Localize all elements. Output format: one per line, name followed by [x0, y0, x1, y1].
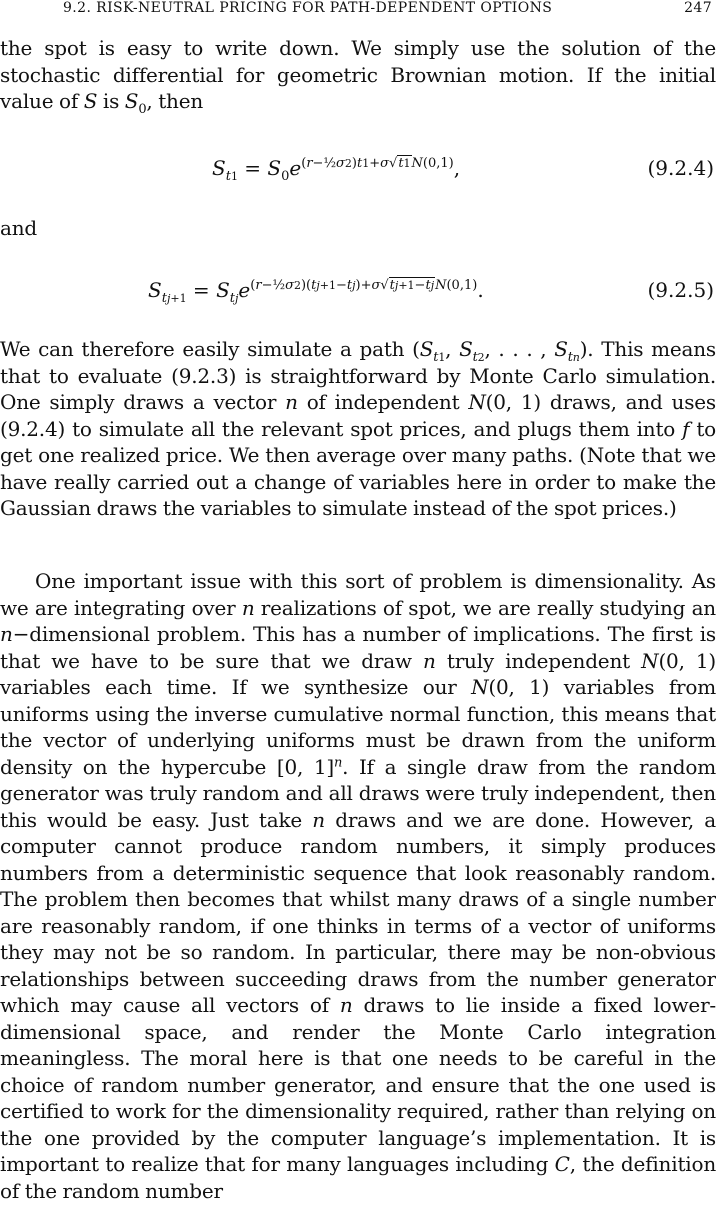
paragraph-4: One important issue with this sort of problem is dimensionality. As we are integrating over n realizations of spot, we are really studying an n−dimensional problem. This has a number of implications. The first is that we have to be sure that we draw n truly independent N(0, 1) variables each time. If we synthesize our N(0, 1) variables from uniforms using the inverse cumulative normal function, this means that the vector of underlying uniforms must be drawn from the uniform density on the hypercube [0, 1]$^n$. If a single draw from the random generator was truly random and all draws were truly independent, then this would be easy. Just take n draws and we are done. However, a computer cannot produce random numbers, it simply produces numbers from a deterministic sequence that look reasonably random. The problem then becomes that whilst many draws of a single number are reasonably random, if one thinks in terms of a vector of uniforms they may not be so random. In particular, there may be non-obvious relationships between succeeding draws from the number generator which may cause all vectors of n draws to lie inside a fixed lower-dimensional space, and render the Monte Carlo integration meaningless. The moral here is that one needs to be careful in the choice of random number generator, and ensure that the one used is certified to work for the dimensionality required, rather than relying on the one provided by the computer language’s implementation. It is important to realize that for many languages including C, the definition of the random number [0, 569, 716, 1203]
equation-9-2-4 [0, 148, 716, 188]
page-number: 247 [684, 0, 712, 16]
paragraph-3: We can therefore easily simulate a path ($S_{t1}$, $S_{t2}$, . . . , $S_{tn}$). This means that to evaluate (9.2.3) is straightforward by Monte Carlo simulation. One simply draws a vector n of independent N(0, 1) draws, and uses (9.2.4) to simulate all the relevant spot prices, and plugs them into f to get one realized price. We then average over many paths. (Note that we have really carried out a change of variables here in order to make the Gaussian draws the variables to simulate instead of the spot prices.) [0, 337, 716, 520]
running-header [0, 0, 716, 22]
equation-9-2-5-formula: $S_{tj+1} = S_{tj}e^{(r-\frac{1}{2}\sigma 2)(tj+1-tj)+\sigma√tj+1-tjN(0,1)}$. [148, 278, 484, 306]
running-title: 9.2. RISK-NEUTRAL PRICING FOR PATH-DEPENDENT OPTIONS [63, 0, 553, 16]
paragraph-2: and [0, 216, 38, 240]
equation-number: (9.2.4) [647, 156, 714, 180]
paragraph-1: the spot is easy to write down. We simply use the solution of the stochastic differential for geometric Brownian motion. If the initial value of S is $S_0$, then [0, 36, 716, 117]
equation-number: (9.2.5) [647, 278, 714, 302]
equation-9-2-5 [0, 270, 716, 310]
equation-9-2-4-formula: $S_{t1} = S_0e^{(r-\frac{1}{2}\sigma 2)t1+\sigma√t1N(0,1)}$, [212, 156, 461, 184]
